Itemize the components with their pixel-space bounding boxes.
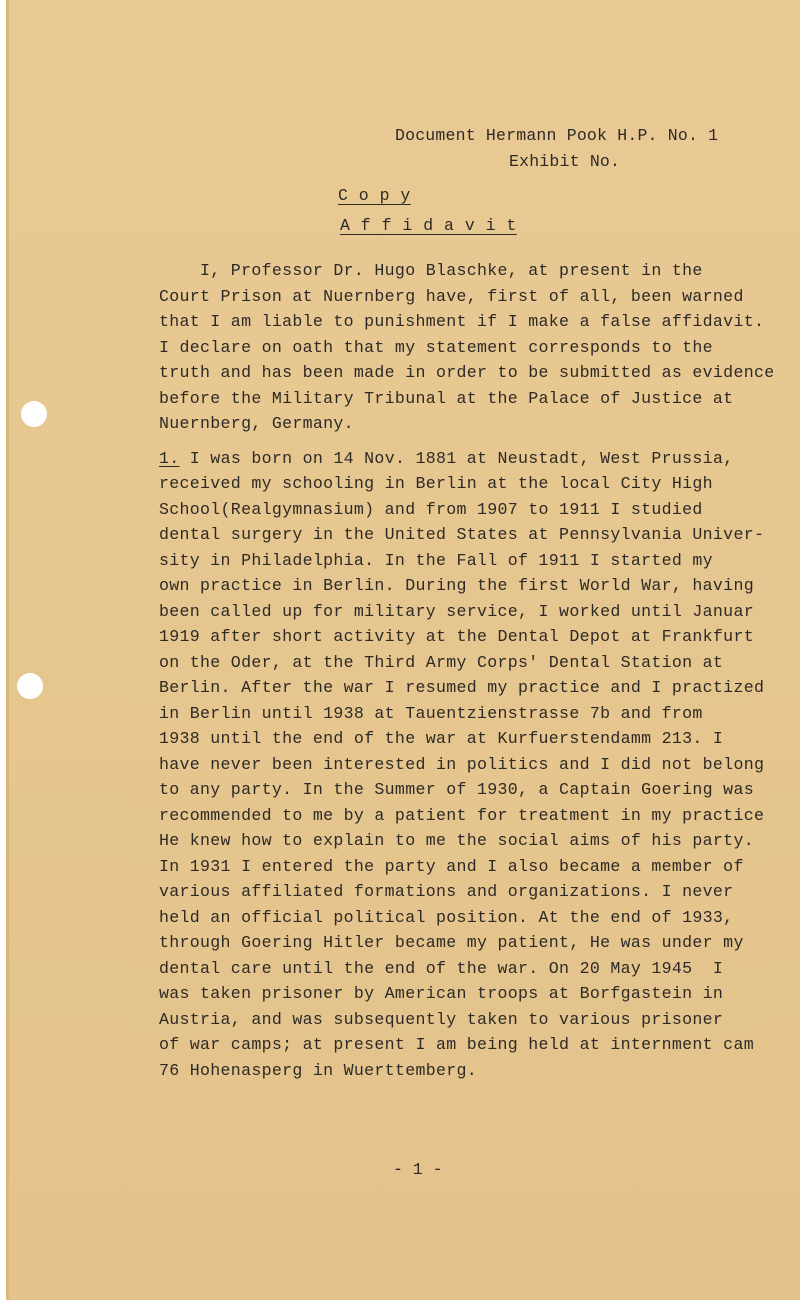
text-line: [159, 981, 800, 1007]
line-text: various affiliated formations and organizations. I never: [159, 882, 734, 901]
affidavit-title: A f f i d a v i t: [340, 216, 517, 235]
paragraph-number: 1.: [159, 448, 180, 468]
line-text: I declare on oath that my statement corresponds to the: [159, 337, 713, 357]
line-text: Nuernberg, Germany.: [159, 414, 354, 433]
text-line: [159, 854, 800, 880]
line-text: through Goering Hitler became my patient, He was under my: [159, 933, 744, 952]
copy-title: C o p y: [338, 186, 411, 205]
line-text: dental surgery in the United States at Pennsylvania Univer-: [159, 525, 765, 544]
line-text: to any party. In the Summer of 1930, a Captain Goering was: [159, 780, 754, 799]
line-text: I, Professor Dr. Hugo Blaschke, at present in the: [159, 261, 703, 280]
text-line: [159, 1032, 800, 1058]
text-line: [159, 930, 800, 956]
line-text: sity in Philadelphia. In the Fall of 1911 I started my: [159, 550, 713, 570]
punch-hole-top: [21, 401, 47, 427]
text-line: [159, 803, 800, 829]
text-line: [159, 386, 800, 412]
line-text: received my schooling in Berlin at the local City High: [159, 474, 713, 493]
line-text: own practice in Berlin. During the first World War, having: [159, 576, 754, 595]
line-text: dental care until the end of the war. On 20 May 1945 I: [159, 958, 724, 978]
text-line: [159, 335, 800, 361]
line-text: was taken prisoner by American troops at Borfgastein in: [159, 984, 724, 1003]
text-line: [159, 752, 800, 778]
text-line: [159, 446, 800, 472]
text-line: [159, 471, 800, 497]
line-text: School(Realgymnasium) and from 1907 to 1911 I studied: [159, 499, 703, 519]
line-text: 1938 until the end of the war at Kurfuerstendamm 213. I: [159, 729, 724, 748]
text-line: [159, 1007, 800, 1033]
paragraph-1: [159, 446, 800, 1084]
exhibit-number: Exhibit No.: [509, 152, 621, 171]
text-line: [159, 879, 800, 905]
text-line: [159, 284, 800, 310]
line-text: of war camps; at present I am being held at internment cam: [159, 1035, 754, 1054]
text-line: [159, 1058, 800, 1084]
line-text: Berlin. After the war I resumed my practice and I practized: [159, 678, 765, 697]
text-line: [159, 548, 800, 574]
line-text: Court Prison at Nuernberg have, first of all, been warned: [159, 286, 744, 306]
line-text: 76 Hohenasperg in Wuerttemberg.: [159, 1060, 477, 1080]
text-line: [159, 599, 800, 625]
text-line: [159, 828, 800, 854]
document-reference: Document Hermann Pook H.P. No. 1: [395, 126, 719, 145]
text-line: [159, 360, 800, 386]
line-text: that I am liable to punishment if I make a false affidavit.: [159, 312, 765, 331]
text-line: [159, 726, 800, 752]
text-line: [159, 411, 800, 437]
text-line: [159, 624, 800, 650]
line-text: In 1931 I entered the party and I also became a member of: [159, 856, 744, 876]
paragraph-intro: [159, 258, 800, 437]
text-line: [159, 258, 800, 284]
affidavit-body: [159, 258, 800, 1083]
text-line: [159, 701, 800, 727]
line-text: Austria, and was subsequently taken to various prisoner: [159, 1009, 724, 1029]
line-text: on the Oder, at the Third Army Corps' Dental Station at: [159, 652, 724, 672]
text-line: [159, 777, 800, 803]
text-line: [159, 675, 800, 701]
line-text: have never been interested in politics and I did not belong: [159, 754, 765, 774]
text-line: [159, 956, 800, 982]
punch-hole-bottom: [17, 673, 43, 699]
page-left-shadow: [6, 0, 9, 1300]
line-text: truth and has been made in order to be submitted as evidence: [159, 363, 775, 382]
line-text: held an official political position. At the end of 1933,: [159, 907, 734, 927]
text-line: [159, 650, 800, 676]
text-line: [159, 309, 800, 335]
text-line: [159, 497, 800, 523]
line-text: in Berlin until 1938 at Tauentzienstrasse 7b and from: [159, 703, 703, 723]
text-line: [159, 522, 800, 548]
line-text: He knew how to explain to me the social aims of his party.: [159, 831, 754, 850]
line-text: recommended to me by a patient for treatment in my practice: [159, 805, 765, 825]
line-text: 1919 after short activity at the Dental Depot at Frankfurt: [159, 627, 754, 646]
line-text: I was born on 14 Nov. 1881 at Neustadt, West Prussia,: [179, 448, 734, 468]
line-text: been called up for military service, I worked until Januar: [159, 601, 754, 621]
page-number: - 1 -: [393, 1160, 443, 1179]
text-line: [159, 573, 800, 599]
line-text: before the Military Tribunal at the Palace of Justice at: [159, 388, 734, 408]
text-line: [159, 905, 800, 931]
